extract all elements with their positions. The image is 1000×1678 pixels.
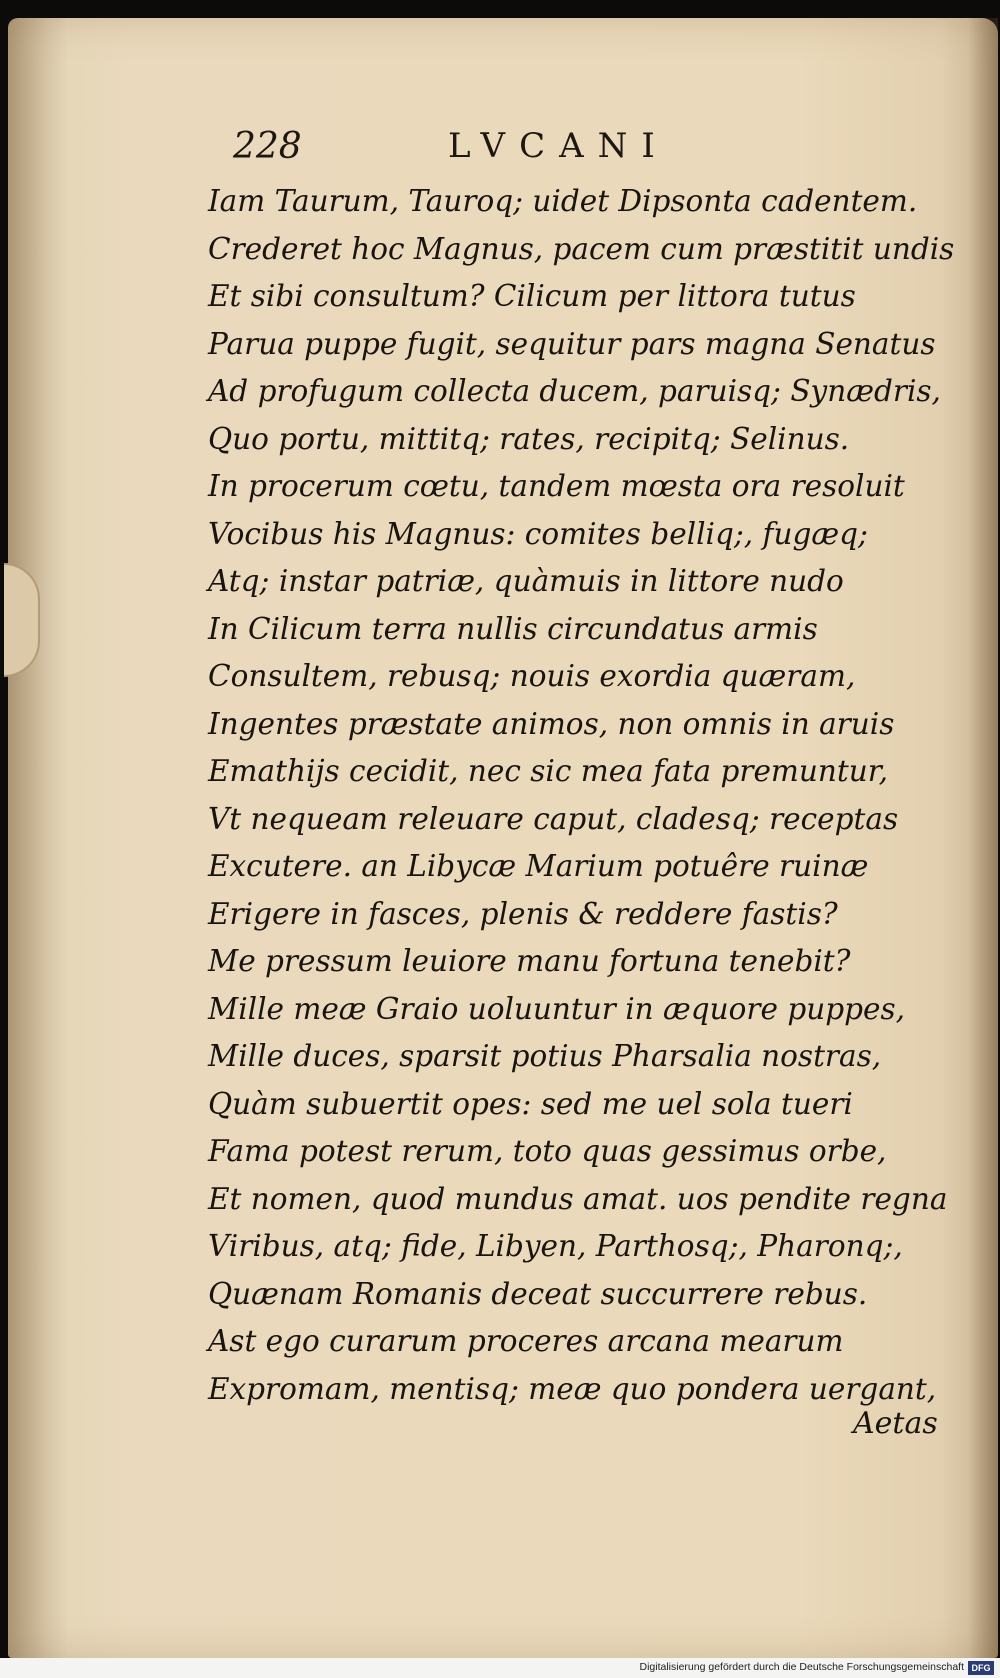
verse-line: Et nomen, quod mundus amat. uos pendite regna [208,1181,948,1216]
catchword: Aetas [853,1406,938,1441]
verse-line: Atq; instar patriæ, quàmuis in littore nudo [208,564,844,598]
verse-line: Iam Taurum, Tauroq; uidet Dipsonta cadentem. [208,184,918,218]
verse-line: Quænam Romanis deceat succurrere rebus. [208,1276,868,1311]
funding-credit: Digitalisierung gefördert durch die Deutsche Forschungsgemeinschaft [639,1661,964,1673]
verse-line: Quàm subuertit opes: sed me uel sola tueri [208,1086,853,1121]
running-head: LVCANI [448,126,669,166]
verse-line: Mille meæ Graio uoluuntur in æquore puppes, [208,991,905,1026]
verse-line: Crederet hoc Magnus, pacem cum præstitit undis [208,231,955,266]
page-edge-shadow [968,18,998,1658]
verse-line: Et sibi consultum? Cilicum per littora tutus [208,279,856,313]
verse-line: Erigere in fasces, plenis & reddere fastis? [208,896,838,931]
verse-line: In procerum cœtu, tandem mœsta ora resoluit [208,469,905,503]
verse-line: Ingentes præstate animos, non omnis in aruis [208,706,895,741]
verse-line: Vt nequeam releuare caput, cladesq; receptas [208,801,899,836]
verse-line: Viribus, atq; fide, Libyen, Parthosq;, Pharonq;, [208,1229,903,1263]
verse-line: Ad profugum collecta ducem, paruisq; Synædris, [208,374,941,408]
verse-line: Excutere. an Libycæ Marium potuêre ruinæ [208,849,869,883]
digitization-footer [0,1658,1000,1678]
verse-line: Quo portu, mittitq; rates, recipitq; Selinus. [208,421,850,456]
verse-line: Mille duces, sparsit potius Pharsalia nostras, [208,1039,882,1073]
verse-line: Consultem, rebusq; nouis exordia quæram, [208,659,856,693]
verse-line: Vocibus his Magnus: comites belliq;, fugæq; [208,516,868,551]
book-page [8,18,998,1658]
gutter-shadow [8,18,68,1658]
verse-line: Emathijs cecidit, nec sic mea fata premuntur, [208,754,888,788]
page-header [223,126,743,170]
verse-line: Fama potest rerum, toto quas gessimus orbe, [208,1134,887,1168]
page-clasp [4,563,40,677]
verse-line: Me pressum leuiore manu fortuna tenebit? [208,944,851,978]
verse-text [208,178,955,1413]
dfg-logo: DFG [968,1661,994,1675]
verse-line: In Cilicum terra nullis circundatus armis [208,611,818,646]
page-number: 228 [233,126,302,167]
verse-line: Expromam, mentisq; meæ quo pondera uergant, [208,1371,937,1406]
verse-line: Parua puppe fugit, sequitur pars magna Senatus [208,326,936,361]
verse-line: Ast ego curarum proceres arcana mearum [208,1324,844,1358]
